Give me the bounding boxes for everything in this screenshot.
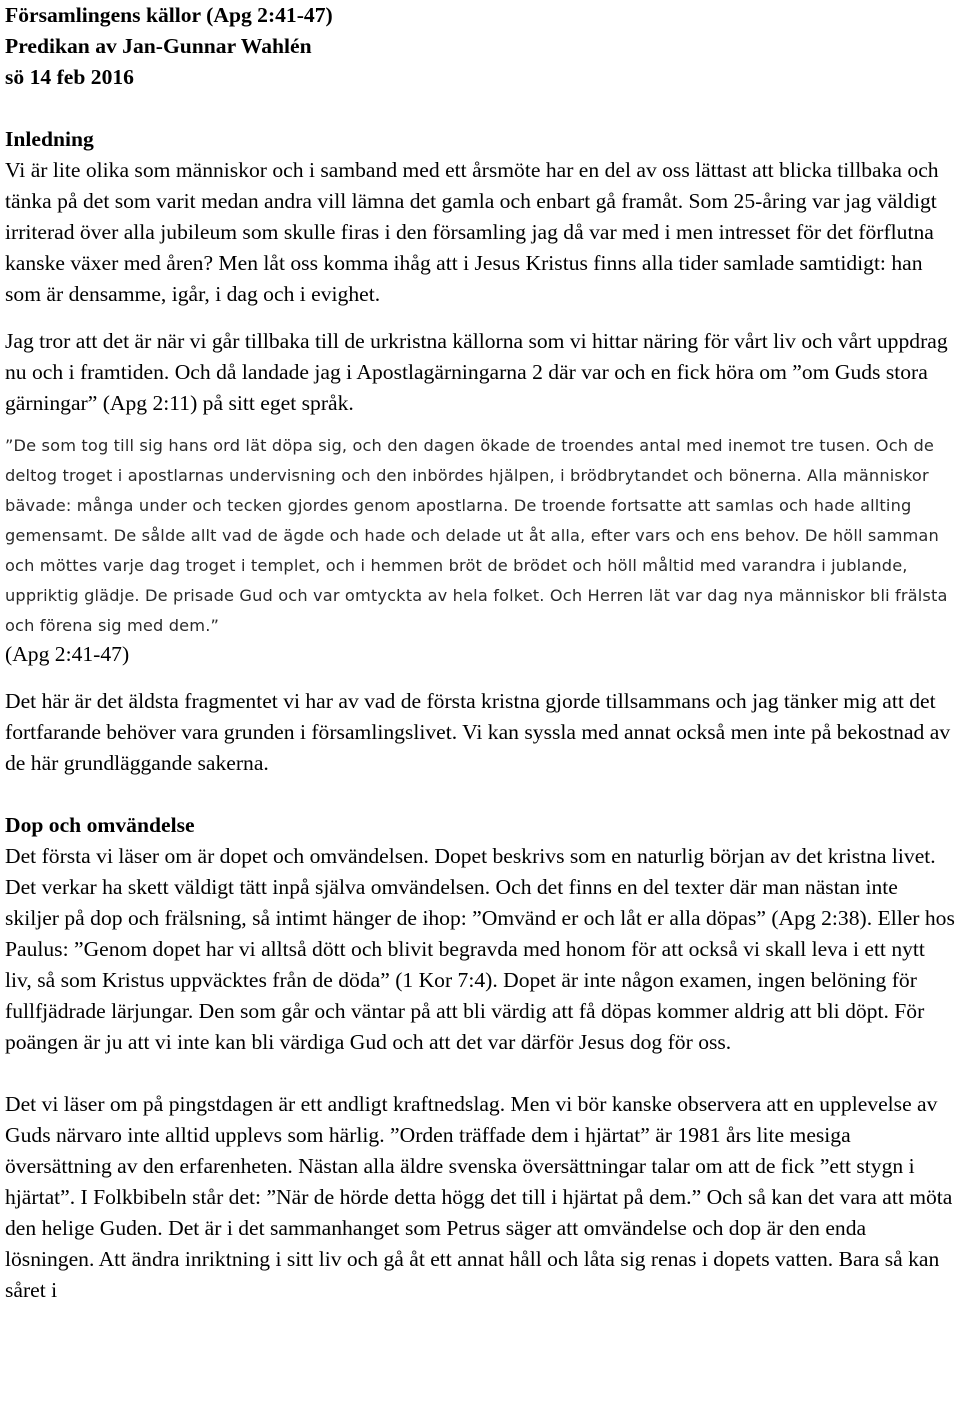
document-header — [5, 0, 955, 93]
section-heading-baptism: Dop och omvändelse — [5, 813, 195, 837]
author-line: Predikan av Jan-Gunnar Wahlén — [5, 34, 312, 58]
date-line: sö 14 feb 2016 — [5, 65, 134, 89]
spacer — [5, 1058, 955, 1089]
scripture-quote: ”De som tog till sig hans ord lät döpa sig, och den dagen ökade de troendes antal med inemot tre tusen. Och de deltog troget i apostlarnas undervisning och den inbördes hjälpen, i brödbrytandet och bönerna. Alla människor bävade: många under och tecken gjordes genom apostlarna. De troende fortsatte att samlas och hade allting gemensamt. De sålde allt vad de ägde och hade och delade ut åt alla, efter vars och ens behov. De höll samman och möttes varje dag troget i templet, och i hemmen bröt de brödet och höll måltid med varandra i jublande, uppriktig glädje. De prisade Gud och var omtyckta av hela folket. Och Herren lät var dag nya människor bli frälsta och förena sig med dem.” — [5, 436, 948, 635]
spacer — [5, 779, 955, 810]
section-heading-intro: Inledning — [5, 127, 94, 151]
document-title: Församlingens källor (Apg 2:41-47) — [5, 3, 333, 27]
sermon-document — [5, 0, 955, 1306]
intro-paragraph-2: Jag tror att det är när vi går tillbaka till de urkristna källorna som vi hittar näring för vårt liv och vårt uppdrag nu och i framtiden. Och då landade jag i Apostlagärningarna 2 där var och en fick höra om ”om Guds stora gärningar” (Apg 2:11) på sitt eget språk. — [5, 329, 948, 415]
spacer — [5, 310, 955, 326]
baptism-paragraph-2: Det vi läser om på pingstdagen är ett andligt kraftnedslag. Men vi bör kanske observera att en upplevelse av Guds närvaro inte alltid upplevs som härlig. ”Orden träffade dem i hjärtat” är 1981 års lite mesiga översättning av den erfarenheten. Nästan alla äldre svenska översättningar talar om att de fick ”ett stygn i hjärtat”. I Folkbibeln står det: ”När de hörde detta högg det till i hjärtat på dem.” Och så kan det vara att möta den helige Guden. Det är i det sammanhanget som Petrus säger att omvändelse och dop är den enda lösningen. Att ändra inriktning i sitt liv och gå åt ett annat håll och låta sig renas i dopets vatten. Bara så kan såret i — [5, 1092, 953, 1302]
intro-paragraph-1: Vi är lite olika som människor och i samband med ett årsmöte har en del av oss lättast att blicka tillbaka och tänka på det som varit medan andra vill lämna det gamla och enbart gå framåt. Som 25-åring var jag väldigt irriterad över alla jubileum som skulle firas i den församling jag då var med i men intresset för det förflutna kanske växer med åren? Men låt oss komma ihåg att i Jesus Kristus finns alla tider samlade samtidigt: han som är densamme, igår, i dag och i evighet. — [5, 158, 939, 306]
spacer — [5, 670, 955, 686]
intro-paragraph-3: Det här är det äldsta fragmentet vi har av vad de första kristna gjorde tillsammans och jag tänker mig att det fortfarande behöver vara grunden i församlingslivet. Vi kan syssla med annat också men inte på bekostnad av de här grundläggande sakerna. — [5, 689, 951, 775]
scripture-reference: (Apg 2:41-47) — [5, 642, 130, 666]
spacer — [5, 93, 955, 124]
baptism-paragraph-1: Det första vi läser om är dopet och omvändelsen. Dopet beskrivs som en naturlig början av det kristna livet. Det verkar ha skett väldigt tätt inpå själva omvändelsen. Och det finns en del texter där man nästan inte skiljer på dop och frälsning, så intimt hänger de ihop: ”Omvänd er och låt er alla döpas” (Apg 2:38). Eller hos Paulus: ”Genom dopet har vi alltså dött och blivit begravda med honom för att också vi skall leva i ett nytt liv, så som Kristus uppväcktes från de döda” (1 Kor 7:4). Dopet är inte någon examen, ingen belöning för fullfjädrade lärjungar. Den som går och väntar på att bli värdig att få döpas kommer aldrig att bli döpt. För poängen är ju att vi inte kan bli värdiga Gud och att det var därför Jesus dog för oss. — [5, 844, 955, 1054]
